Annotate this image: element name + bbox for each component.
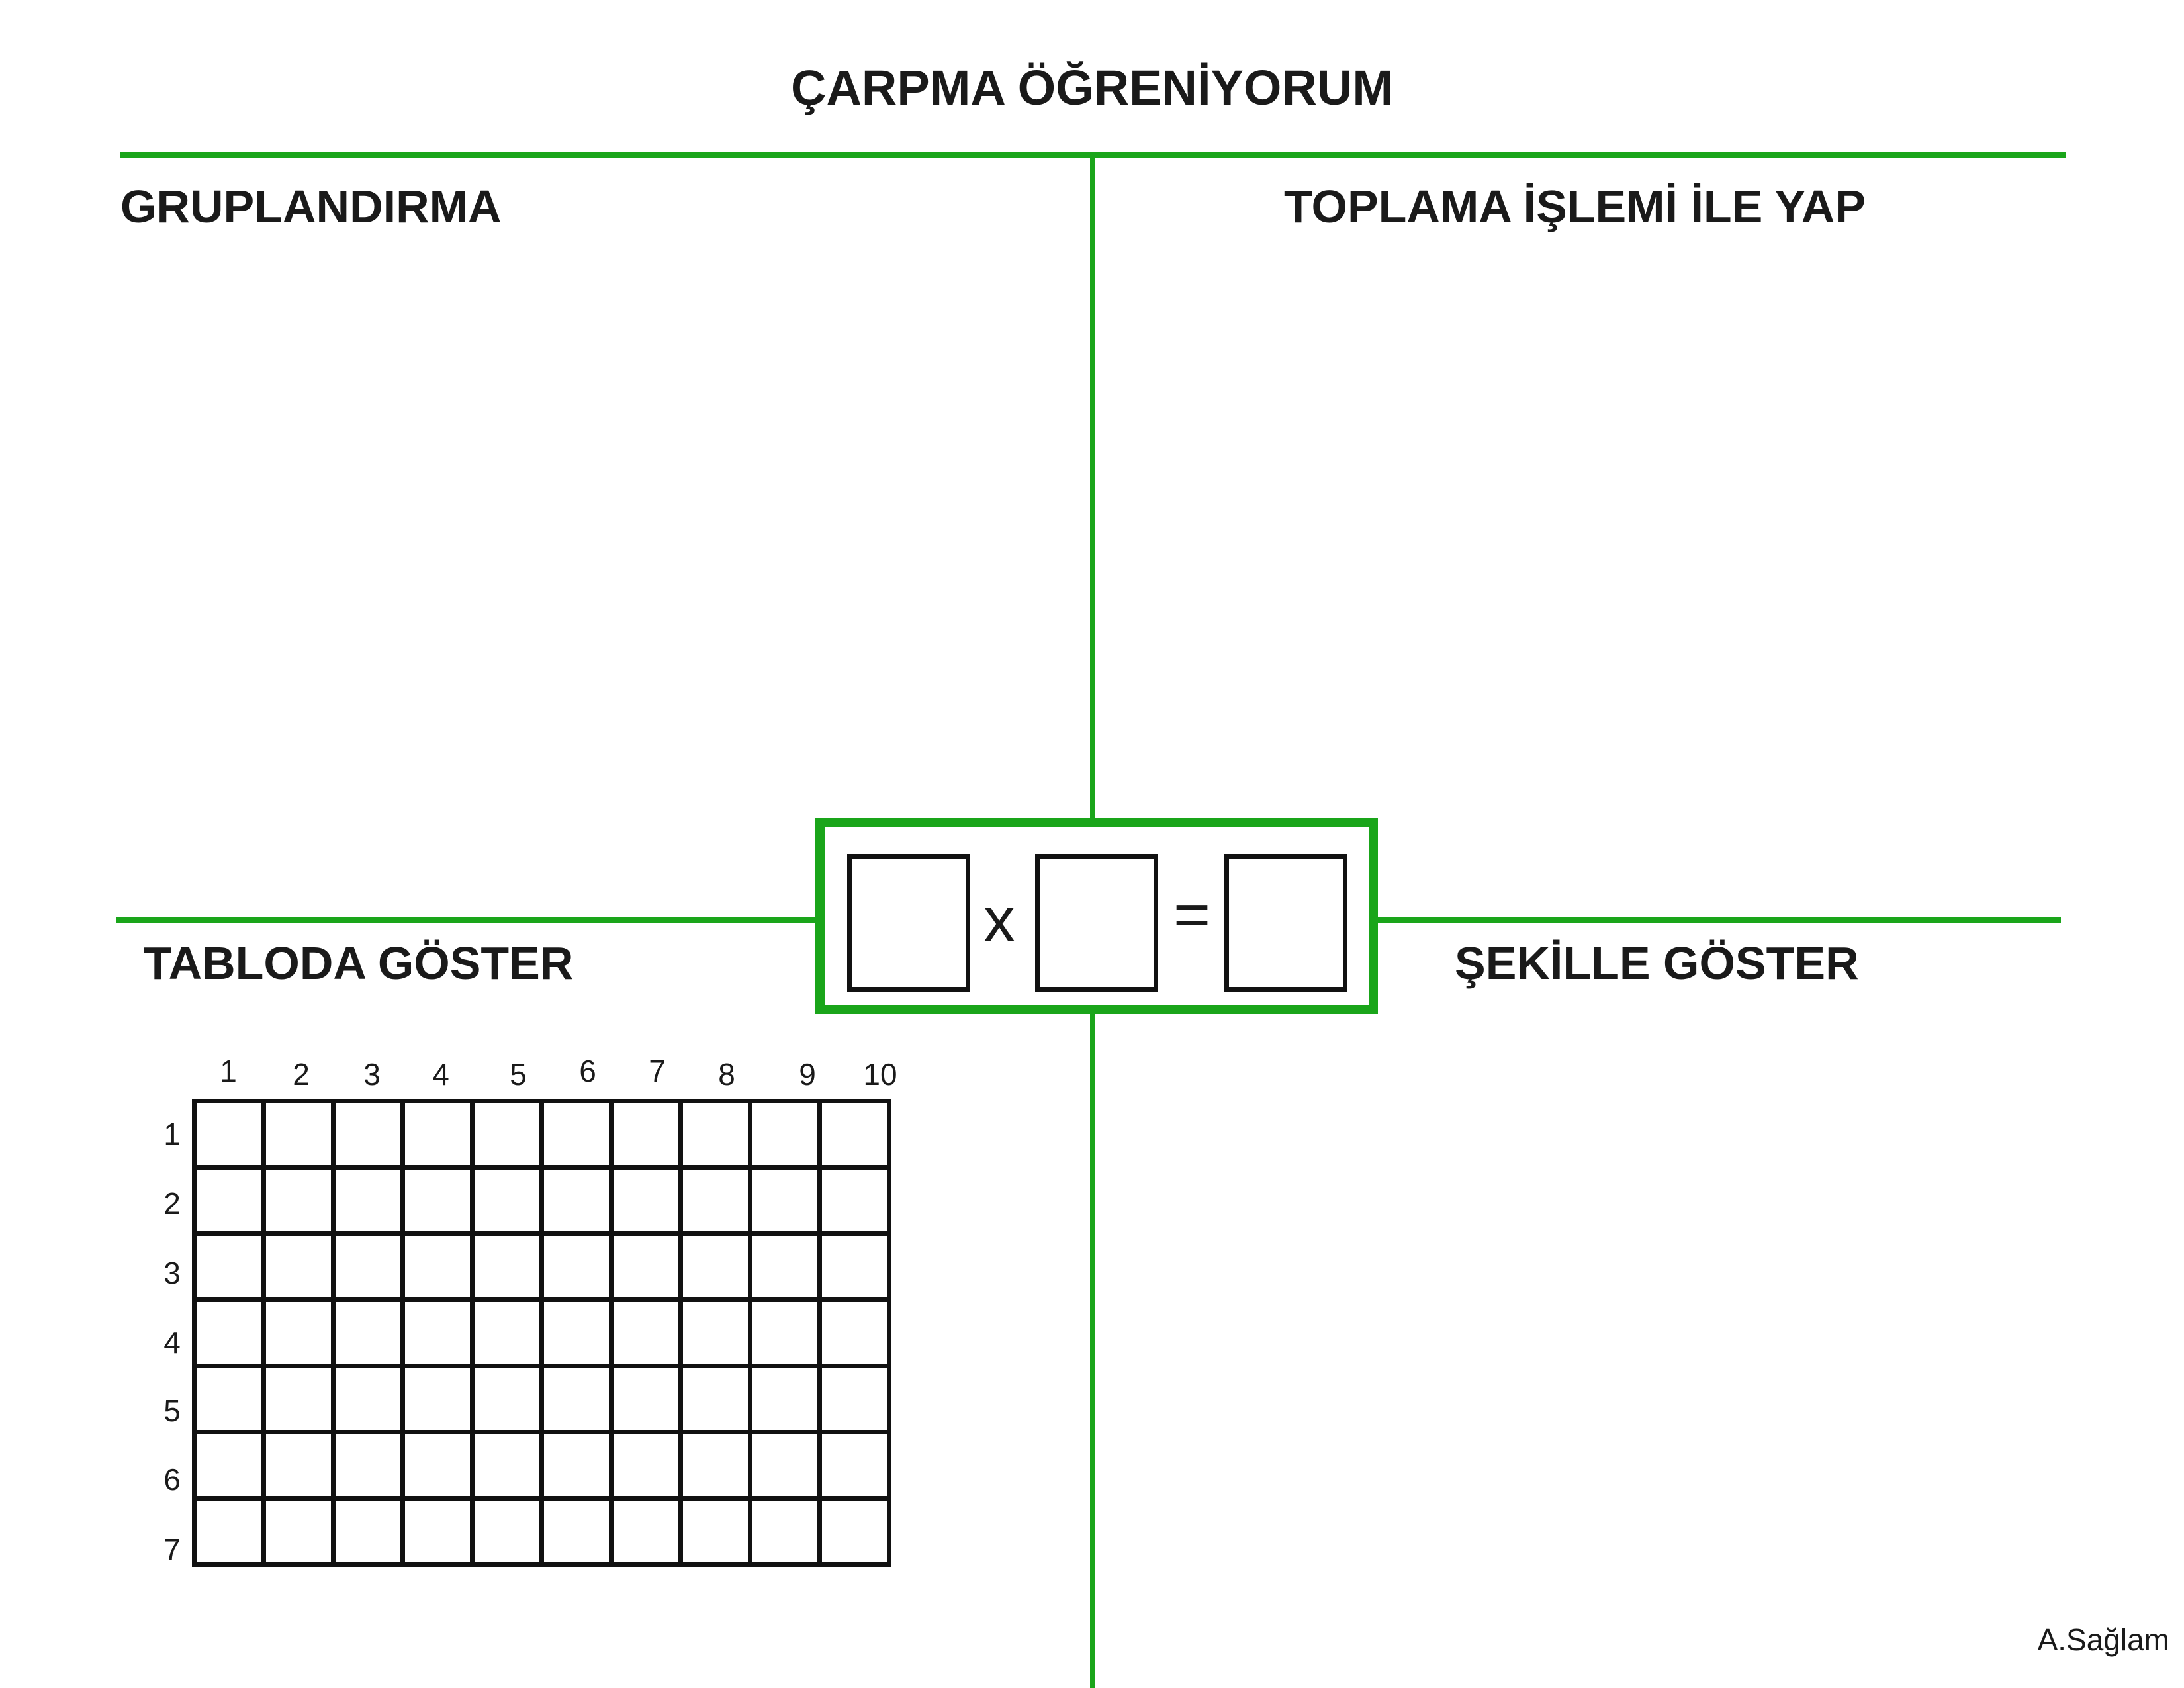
column-label: 7 <box>649 1054 666 1088</box>
grid-cell[interactable] <box>612 1102 681 1168</box>
column-label: 4 <box>432 1057 449 1092</box>
grid-cell[interactable] <box>403 1432 473 1499</box>
row-label: 5 <box>163 1393 181 1428</box>
grid-cell[interactable] <box>820 1102 889 1168</box>
grid-row <box>195 1168 889 1234</box>
grid-cell[interactable] <box>264 1366 334 1432</box>
product-blank[interactable] <box>1224 854 1347 992</box>
grid-cell[interactable] <box>403 1366 473 1432</box>
grid-row <box>195 1300 889 1366</box>
grid-cell[interactable] <box>264 1499 334 1565</box>
grid-cell[interactable] <box>612 1300 681 1366</box>
grid-cell[interactable] <box>195 1234 264 1300</box>
column-label: 8 <box>718 1057 735 1092</box>
grid-cell[interactable] <box>612 1499 681 1565</box>
grid-cell[interactable] <box>612 1234 681 1300</box>
author-signature: A.Sağlam <box>2037 1622 2169 1657</box>
grid-cell[interactable] <box>820 1300 889 1366</box>
grid-cell[interactable] <box>751 1432 820 1499</box>
grid-cell[interactable] <box>195 1499 264 1565</box>
row-label: 2 <box>163 1186 181 1221</box>
grid-cell[interactable] <box>681 1168 751 1234</box>
grid-cell[interactable] <box>473 1300 542 1366</box>
row-label: 6 <box>163 1462 181 1497</box>
grid-cell[interactable] <box>403 1300 473 1366</box>
grid-cell[interactable] <box>542 1168 612 1234</box>
grid-cell[interactable] <box>681 1499 751 1565</box>
grid-cell[interactable] <box>542 1102 612 1168</box>
row-label: 4 <box>163 1325 181 1360</box>
grid-row <box>195 1234 889 1300</box>
grid-cell[interactable] <box>681 1300 751 1366</box>
grid-row <box>195 1366 889 1432</box>
column-label: 10 <box>863 1057 897 1092</box>
grid-cell[interactable] <box>195 1102 264 1168</box>
grid-cell[interactable] <box>403 1499 473 1565</box>
grid-cell[interactable] <box>681 1102 751 1168</box>
grid-cell[interactable] <box>473 1168 542 1234</box>
grid-cell[interactable] <box>542 1234 612 1300</box>
grid-cell[interactable] <box>403 1234 473 1300</box>
grid-cell[interactable] <box>820 1432 889 1499</box>
grid-cell[interactable] <box>334 1300 403 1366</box>
grid-cell[interactable] <box>473 1234 542 1300</box>
vertical-divider-lower <box>1090 1011 1095 1688</box>
grid-row <box>195 1499 889 1565</box>
grid-cell[interactable] <box>681 1234 751 1300</box>
grid-cell[interactable] <box>195 1432 264 1499</box>
grid-cell[interactable] <box>681 1432 751 1499</box>
row-label: 3 <box>163 1256 181 1290</box>
grid-cell[interactable] <box>264 1300 334 1366</box>
second-factor-blank[interactable] <box>1035 854 1158 992</box>
grid-cell[interactable] <box>820 1499 889 1565</box>
addition-heading: TOPLAMA İŞLEMİ İLE YAP <box>1284 181 1866 232</box>
middle-divider-right <box>1375 917 2061 923</box>
grid-cell[interactable] <box>264 1234 334 1300</box>
middle-divider-left <box>116 917 819 923</box>
multiplication-grid <box>192 1099 891 1567</box>
column-label: 6 <box>579 1054 596 1088</box>
grid-cell[interactable] <box>264 1102 334 1168</box>
grid-cell[interactable] <box>264 1432 334 1499</box>
vertical-divider-upper <box>1090 152 1095 821</box>
grid-cell[interactable] <box>820 1234 889 1300</box>
grid-cell[interactable] <box>681 1366 751 1432</box>
grid-cell[interactable] <box>334 1168 403 1234</box>
grid-cell[interactable] <box>473 1499 542 1565</box>
grid-cell[interactable] <box>334 1102 403 1168</box>
grid-cell[interactable] <box>751 1300 820 1366</box>
grid-cell[interactable] <box>751 1499 820 1565</box>
column-label: 2 <box>293 1057 310 1092</box>
grid-cell[interactable] <box>751 1234 820 1300</box>
first-factor-blank[interactable] <box>847 854 970 992</box>
grid-cell[interactable] <box>751 1102 820 1168</box>
grid-cell[interactable] <box>751 1168 820 1234</box>
grid-cell[interactable] <box>195 1168 264 1234</box>
column-label: 1 <box>220 1054 237 1088</box>
times-sign: x <box>983 884 1015 955</box>
row-label: 1 <box>163 1117 181 1151</box>
grid-cell[interactable] <box>473 1366 542 1432</box>
grid-cell[interactable] <box>403 1102 473 1168</box>
grid-cell[interactable] <box>473 1102 542 1168</box>
equals-sign: = <box>1173 879 1211 950</box>
grouping-heading: GRUPLANDIRMA <box>120 181 502 232</box>
column-label: 3 <box>363 1057 381 1092</box>
grid-row <box>195 1102 889 1168</box>
grid-cell[interactable] <box>473 1432 542 1499</box>
grid-cell[interactable] <box>542 1499 612 1565</box>
row-label: 7 <box>163 1532 181 1567</box>
grid-cell[interactable] <box>195 1366 264 1432</box>
page-title: ÇARPMA ÖĞRENİYORUM <box>791 60 1393 115</box>
grid-cell[interactable] <box>612 1168 681 1234</box>
grid-row <box>195 1432 889 1499</box>
shape-heading: ŞEKİLLE GÖSTER <box>1455 937 1859 989</box>
grid-cell[interactable] <box>612 1432 681 1499</box>
grid-cell[interactable] <box>751 1366 820 1432</box>
grid-cell[interactable] <box>820 1366 889 1432</box>
grid-cell[interactable] <box>334 1499 403 1565</box>
grid-cell[interactable] <box>334 1366 403 1432</box>
table-heading: TABLODA GÖSTER <box>144 937 574 989</box>
grid-cell[interactable] <box>334 1234 403 1300</box>
grid-cell[interactable] <box>334 1432 403 1499</box>
grid-cell[interactable] <box>542 1432 612 1499</box>
grid-cell[interactable] <box>820 1168 889 1234</box>
column-label: 5 <box>510 1057 527 1092</box>
grid-cell[interactable] <box>195 1300 264 1366</box>
grid-cell[interactable] <box>612 1366 681 1432</box>
grid-cell[interactable] <box>264 1168 334 1234</box>
equation-box <box>815 818 1378 1014</box>
column-label: 9 <box>799 1057 816 1092</box>
grid-cell[interactable] <box>542 1366 612 1432</box>
grid-cell[interactable] <box>542 1300 612 1366</box>
grid-cell[interactable] <box>403 1168 473 1234</box>
